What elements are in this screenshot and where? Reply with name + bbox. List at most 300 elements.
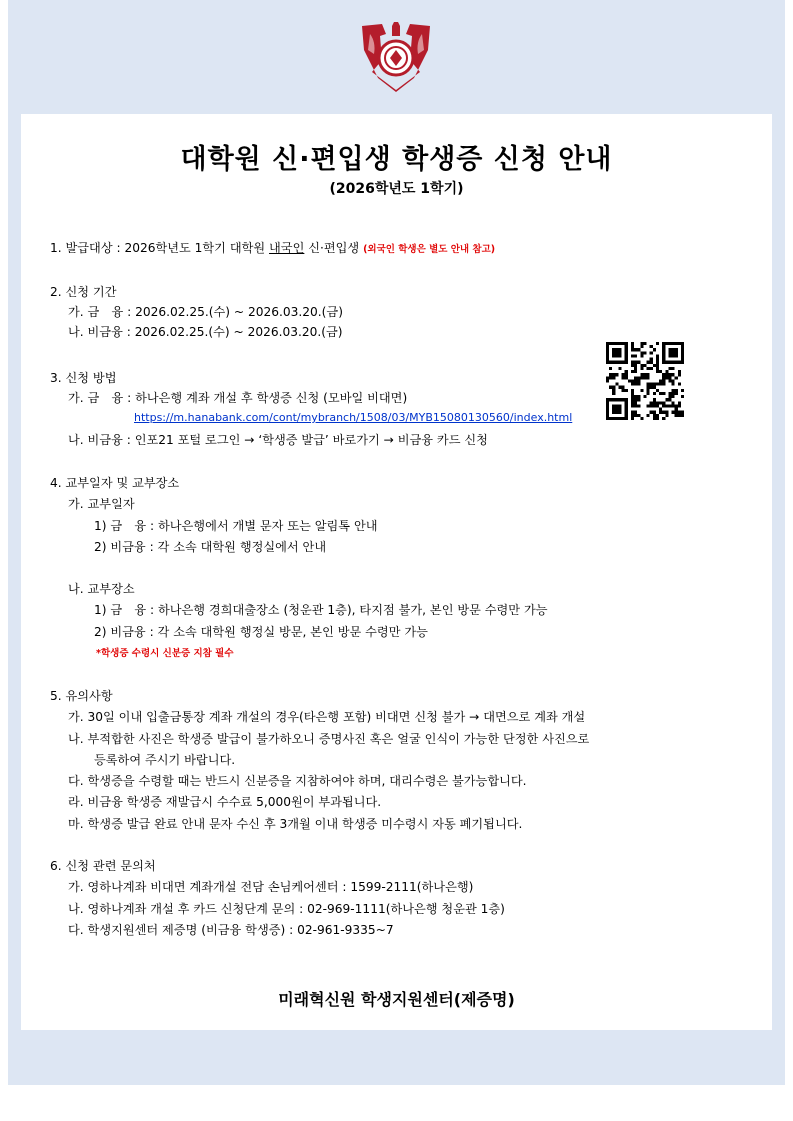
qr-module — [650, 401, 653, 404]
qr-module — [656, 354, 659, 357]
qr-module — [668, 392, 671, 395]
qr-code-icon[interactable] — [606, 342, 684, 420]
qr-module — [615, 361, 618, 364]
qr-module — [659, 408, 662, 411]
qr-module — [618, 342, 621, 345]
qr-module — [606, 358, 609, 361]
qr-module — [631, 345, 634, 348]
footer-department: 미래혁신원 학생지원센터(제증명) — [278, 990, 515, 1009]
qr-module — [637, 395, 640, 398]
qr-module — [634, 414, 637, 417]
section-1-target — [50, 240, 495, 258]
qr-module — [631, 370, 634, 373]
qr-module — [606, 348, 609, 351]
qr-module — [634, 401, 637, 404]
qr-module — [668, 342, 671, 345]
section-6-item-c: 다. 학생지원센터 제증명 (비금융 학생증) : 02-961-9335~7 — [68, 923, 394, 937]
qr-module — [653, 411, 656, 414]
qr-module — [672, 411, 675, 414]
qr-module — [640, 364, 643, 367]
qr-module — [634, 354, 637, 357]
qr-module — [606, 345, 609, 348]
page-subtitle: (2026학년도 1학기) — [329, 181, 464, 197]
qr-module — [631, 417, 634, 420]
section-1-pre: 1. 발급대상 : 2026학년도 1학기 대학원 — [50, 241, 270, 255]
qr-module — [662, 404, 665, 407]
qr-module — [672, 373, 675, 376]
qr-module — [672, 401, 675, 404]
qr-module — [653, 414, 656, 417]
qr-module — [656, 401, 659, 404]
qr-module — [625, 351, 628, 354]
qr-module — [668, 379, 671, 382]
qr-module — [625, 408, 628, 411]
qr-module — [675, 348, 678, 351]
qr-module — [653, 404, 656, 407]
qr-module — [625, 345, 628, 348]
qr-module — [647, 386, 650, 389]
qr-module — [618, 417, 621, 420]
qr-module — [625, 373, 628, 376]
section-4-heading: 4. 교부일자 및 교부장소 — [50, 476, 180, 490]
qr-module — [637, 398, 640, 401]
qr-module — [615, 417, 618, 420]
section-5-item-b2: 등록하여 주시기 바랍니다. — [94, 753, 236, 767]
qr-module — [606, 351, 609, 354]
qr-module — [631, 379, 634, 382]
qr-module — [665, 398, 668, 401]
qr-module — [675, 392, 678, 395]
qr-module — [625, 354, 628, 357]
qr-module — [631, 342, 634, 345]
qr-module — [665, 376, 668, 379]
section-1-note: (외국인 학생은 별도 안내 참고) — [363, 244, 496, 255]
qr-module — [672, 361, 675, 364]
qr-module — [631, 411, 634, 414]
qr-module — [618, 361, 621, 364]
qr-module — [672, 395, 675, 398]
qr-module — [672, 404, 675, 407]
qr-module — [612, 354, 615, 357]
section-1-post: 신·편입생 — [304, 241, 364, 255]
qr-module — [609, 398, 612, 401]
qr-module — [622, 398, 625, 401]
section-4-note: *학생증 수령시 신분증 지참 필수 — [96, 648, 234, 659]
qr-module — [609, 417, 612, 420]
qr-module — [612, 342, 615, 345]
qr-module — [612, 411, 615, 414]
qr-module — [606, 354, 609, 357]
qr-module — [631, 404, 634, 407]
qr-module — [609, 376, 612, 379]
qr-module — [631, 401, 634, 404]
hanabank-link[interactable]: https://m.hanabank.com/cont/mybranch/1508/03/MYB15080130560/index.html — [134, 411, 573, 424]
qr-module — [662, 354, 665, 357]
qr-module — [612, 404, 615, 407]
qr-module — [640, 417, 643, 420]
qr-module — [665, 373, 668, 376]
qr-module — [665, 411, 668, 414]
qr-module — [615, 398, 618, 401]
qr-module — [609, 373, 612, 376]
qr-module — [612, 392, 615, 395]
qr-module — [634, 370, 637, 373]
qr-module — [631, 392, 634, 395]
qr-module — [637, 383, 640, 386]
qr-module — [662, 342, 665, 345]
qr-module — [681, 358, 684, 361]
qr-module — [637, 361, 640, 364]
qr-module — [618, 351, 621, 354]
qr-module — [631, 398, 634, 401]
qr-module — [675, 354, 678, 357]
qr-module — [662, 401, 665, 404]
qr-module — [675, 342, 678, 345]
qr-module — [640, 354, 643, 357]
qr-module — [675, 376, 678, 379]
qr-module — [662, 376, 665, 379]
section-2-item-b: 나. 비금융 : 2026.02.25.(수) ~ 2026.03.20.(금) — [68, 325, 343, 339]
qr-module — [650, 351, 653, 354]
section-6-heading: 6. 신청 관련 문의처 — [50, 859, 156, 873]
qr-module — [653, 383, 656, 386]
qr-module — [615, 408, 618, 411]
qr-module — [612, 417, 615, 420]
qr-module — [631, 389, 634, 392]
qr-module — [653, 392, 656, 395]
qr-module — [659, 379, 662, 382]
qr-module — [647, 414, 650, 417]
qr-module — [612, 376, 615, 379]
qr-module — [656, 358, 659, 361]
qr-module — [656, 389, 659, 392]
qr-module — [640, 373, 643, 376]
qr-module — [665, 370, 668, 373]
qr-module — [668, 373, 671, 376]
qr-module — [618, 348, 621, 351]
qr-module — [656, 361, 659, 364]
qr-module — [637, 414, 640, 417]
qr-module — [647, 383, 650, 386]
qr-module — [681, 345, 684, 348]
qr-module — [647, 404, 650, 407]
qr-module — [634, 398, 637, 401]
qr-module — [653, 401, 656, 404]
qr-module — [606, 411, 609, 414]
qr-module — [656, 364, 659, 367]
qr-module — [615, 383, 618, 386]
qr-module — [675, 361, 678, 364]
qr-module — [622, 376, 625, 379]
qr-module — [668, 395, 671, 398]
section-3-item-a: 가. 금 융 : 하나은행 계좌 개설 후 학생증 신청 (모바일 비대면) — [68, 391, 408, 405]
qr-module — [662, 383, 665, 386]
qr-module — [628, 379, 631, 382]
qr-module — [640, 389, 643, 392]
qr-module — [612, 398, 615, 401]
qr-module — [647, 373, 650, 376]
qr-module — [634, 379, 637, 382]
qr-module — [681, 361, 684, 364]
section-1-underlined: 내국인 — [269, 241, 305, 255]
qr-module — [659, 370, 662, 373]
qr-module — [662, 373, 665, 376]
qr-module — [681, 351, 684, 354]
qr-module — [665, 361, 668, 364]
qr-module — [606, 398, 609, 401]
qr-module — [640, 376, 643, 379]
qr-module — [681, 414, 684, 417]
qr-module — [643, 395, 646, 398]
qr-module — [656, 383, 659, 386]
qr-module — [675, 414, 678, 417]
qr-module — [650, 345, 653, 348]
section-5-item-b1: 나. 부적합한 사진은 학생증 발급이 불가하오니 증명사진 혹은 얼굴 인식이 가능한 단정한 사진으로 — [68, 732, 590, 746]
qr-module — [640, 342, 643, 345]
qr-module — [672, 379, 675, 382]
section-2-item-a: 가. 금 융 : 2026.02.25.(수) ~ 2026.03.20.(금) — [68, 305, 343, 319]
qr-module — [650, 404, 653, 407]
qr-module — [678, 404, 681, 407]
qr-module — [640, 367, 643, 370]
qr-module — [681, 342, 684, 345]
qr-module — [631, 383, 634, 386]
qr-module — [634, 404, 637, 407]
qr-module — [662, 417, 665, 420]
qr-module — [662, 411, 665, 414]
qr-module — [665, 342, 668, 345]
qr-module — [668, 404, 671, 407]
qr-module — [662, 361, 665, 364]
qr-module — [647, 361, 650, 364]
qr-module — [672, 392, 675, 395]
section-4-a1: 1) 금 융 : 하나은행에서 개별 문자 또는 알림톡 안내 — [94, 519, 378, 533]
qr-module — [653, 398, 656, 401]
qr-module — [615, 348, 618, 351]
qr-module — [609, 386, 612, 389]
qr-module — [659, 392, 662, 395]
qr-module — [612, 361, 615, 364]
qr-module — [606, 379, 609, 382]
qr-module — [622, 342, 625, 345]
qr-module — [653, 386, 656, 389]
qr-module — [662, 345, 665, 348]
qr-module — [615, 351, 618, 354]
qr-module — [634, 383, 637, 386]
qr-module — [656, 367, 659, 370]
qr-module — [612, 386, 615, 389]
qr-module — [637, 376, 640, 379]
qr-module — [678, 342, 681, 345]
qr-module — [678, 383, 681, 386]
qr-module — [643, 342, 646, 345]
qr-module — [681, 395, 684, 398]
qr-module — [606, 376, 609, 379]
qr-module — [618, 404, 621, 407]
qr-module — [622, 373, 625, 376]
qr-module — [647, 376, 650, 379]
qr-module — [622, 417, 625, 420]
qr-module — [625, 358, 628, 361]
qr-module — [637, 404, 640, 407]
qr-module — [672, 351, 675, 354]
qr-module — [647, 389, 650, 392]
qr-module — [609, 342, 612, 345]
section-5-heading: 5. 유의사항 — [50, 689, 113, 703]
qr-module — [615, 404, 618, 407]
qr-module — [606, 404, 609, 407]
qr-module — [631, 364, 634, 367]
qr-module — [643, 373, 646, 376]
qr-module — [675, 351, 678, 354]
qr-module — [618, 408, 621, 411]
qr-module — [622, 389, 625, 392]
qr-module — [678, 373, 681, 376]
qr-module — [650, 361, 653, 364]
section-4-a2: 2) 비금융 : 각 소속 대학원 행정실에서 안내 — [94, 540, 327, 554]
qr-module — [615, 354, 618, 357]
qr-module — [665, 404, 668, 407]
qr-module — [668, 367, 671, 370]
qr-module — [643, 364, 646, 367]
section-6-item-b: 나. 영하나계좌 개설 후 카드 신청단계 문의 : 02-969-1111(하나은행 청운관 1층) — [68, 902, 505, 916]
qr-module — [618, 411, 621, 414]
qr-module — [662, 358, 665, 361]
qr-module — [653, 348, 656, 351]
qr-module — [618, 354, 621, 357]
qr-module — [672, 383, 675, 386]
section-4-b1: 1) 금 융 : 하나은행 경희대출장소 (청운관 1층), 타지점 불가, 본인 방문 수령만 가능 — [94, 603, 548, 617]
qr-module — [612, 351, 615, 354]
qr-module — [650, 386, 653, 389]
section-5-item-d: 라. 비금융 학생증 재발급시 수수료 5,000원이 부과됩니다. — [68, 795, 382, 809]
qr-module — [678, 411, 681, 414]
qr-module — [647, 367, 650, 370]
qr-module — [665, 414, 668, 417]
section-5-item-a: 가. 30일 이내 입출금통장 계좌 개설의 경우(타은행 포함) 비대면 신청 불가 → 대면으로 계좌 개설 — [68, 710, 586, 724]
qr-module — [634, 367, 637, 370]
qr-module — [668, 376, 671, 379]
qr-module — [678, 401, 681, 404]
section-6-item-a: 가. 영하나계좌 비대면 계좌개설 전담 손님케어센터 : 1599-2111(하나은행) — [68, 880, 474, 894]
qr-module — [625, 348, 628, 351]
qr-module — [634, 361, 637, 364]
qr-module — [612, 389, 615, 392]
qr-module — [612, 408, 615, 411]
qr-module — [606, 342, 609, 345]
qr-module — [656, 414, 659, 417]
qr-module — [622, 361, 625, 364]
section-3-heading: 3. 신청 방법 — [50, 371, 117, 385]
qr-module — [681, 348, 684, 351]
qr-module — [606, 361, 609, 364]
qr-module — [606, 401, 609, 404]
qr-module — [643, 376, 646, 379]
qr-module — [675, 404, 678, 407]
qr-module — [631, 395, 634, 398]
qr-module — [637, 379, 640, 382]
qr-module — [615, 411, 618, 414]
qr-module — [672, 367, 675, 370]
qr-module — [659, 411, 662, 414]
qr-module — [650, 367, 653, 370]
qr-module — [647, 392, 650, 395]
qr-module — [609, 361, 612, 364]
qr-module — [625, 361, 628, 364]
qr-module — [625, 389, 628, 392]
qr-module — [681, 354, 684, 357]
qr-module — [631, 361, 634, 364]
qr-module — [637, 348, 640, 351]
qr-module — [622, 386, 625, 389]
qr-module — [678, 414, 681, 417]
qr-module — [606, 408, 609, 411]
qr-module — [618, 386, 621, 389]
qr-module — [678, 370, 681, 373]
qr-module — [650, 411, 653, 414]
qr-module — [675, 411, 678, 414]
page-title: 대학원 신·편입생 학생증 신청 안내 — [180, 144, 613, 175]
qr-module — [609, 367, 612, 370]
qr-module — [606, 417, 609, 420]
qr-module — [631, 348, 634, 351]
qr-module — [634, 395, 637, 398]
qr-module — [653, 364, 656, 367]
section-4-b2: 2) 비금융 : 각 소속 대학원 행정실 방문, 본인 방문 수령만 가능 — [94, 625, 428, 639]
qr-module — [615, 342, 618, 345]
university-emblem-icon — [356, 20, 436, 94]
qr-module — [634, 364, 637, 367]
qr-module — [618, 398, 621, 401]
qr-module — [643, 351, 646, 354]
qr-module — [668, 398, 671, 401]
qr-module — [675, 389, 678, 392]
qr-module — [618, 367, 621, 370]
section-4-b-heading: 나. 교부장소 — [68, 582, 135, 596]
qr-module — [668, 354, 671, 357]
qr-module — [668, 348, 671, 351]
qr-module — [634, 348, 637, 351]
qr-module — [625, 411, 628, 414]
qr-module — [672, 342, 675, 345]
qr-module — [612, 373, 615, 376]
qr-module — [640, 351, 643, 354]
qr-module — [606, 414, 609, 417]
qr-module — [656, 342, 659, 345]
qr-module — [631, 354, 634, 357]
qr-module — [625, 398, 628, 401]
qr-module — [662, 348, 665, 351]
qr-module — [662, 351, 665, 354]
qr-module — [634, 411, 637, 414]
qr-module — [631, 414, 634, 417]
qr-module — [668, 351, 671, 354]
qr-module — [625, 376, 628, 379]
qr-module — [650, 383, 653, 386]
qr-module — [678, 361, 681, 364]
section-5-item-e: 마. 학생증 발급 완료 안내 문자 수신 후 3개월 이내 학생증 미수령시 자동 폐기됩니다. — [68, 817, 523, 831]
qr-module — [625, 404, 628, 407]
qr-module — [615, 373, 618, 376]
qr-module — [612, 348, 615, 351]
section-5-item-c: 다. 학생증을 수령할 때는 반드시 신분증을 지참하여야 하며, 대리수령은 불가능합니다. — [68, 774, 527, 788]
qr-module — [656, 404, 659, 407]
qr-module — [625, 414, 628, 417]
qr-module — [672, 348, 675, 351]
qr-module — [625, 401, 628, 404]
qr-module — [659, 383, 662, 386]
qr-module — [625, 342, 628, 345]
